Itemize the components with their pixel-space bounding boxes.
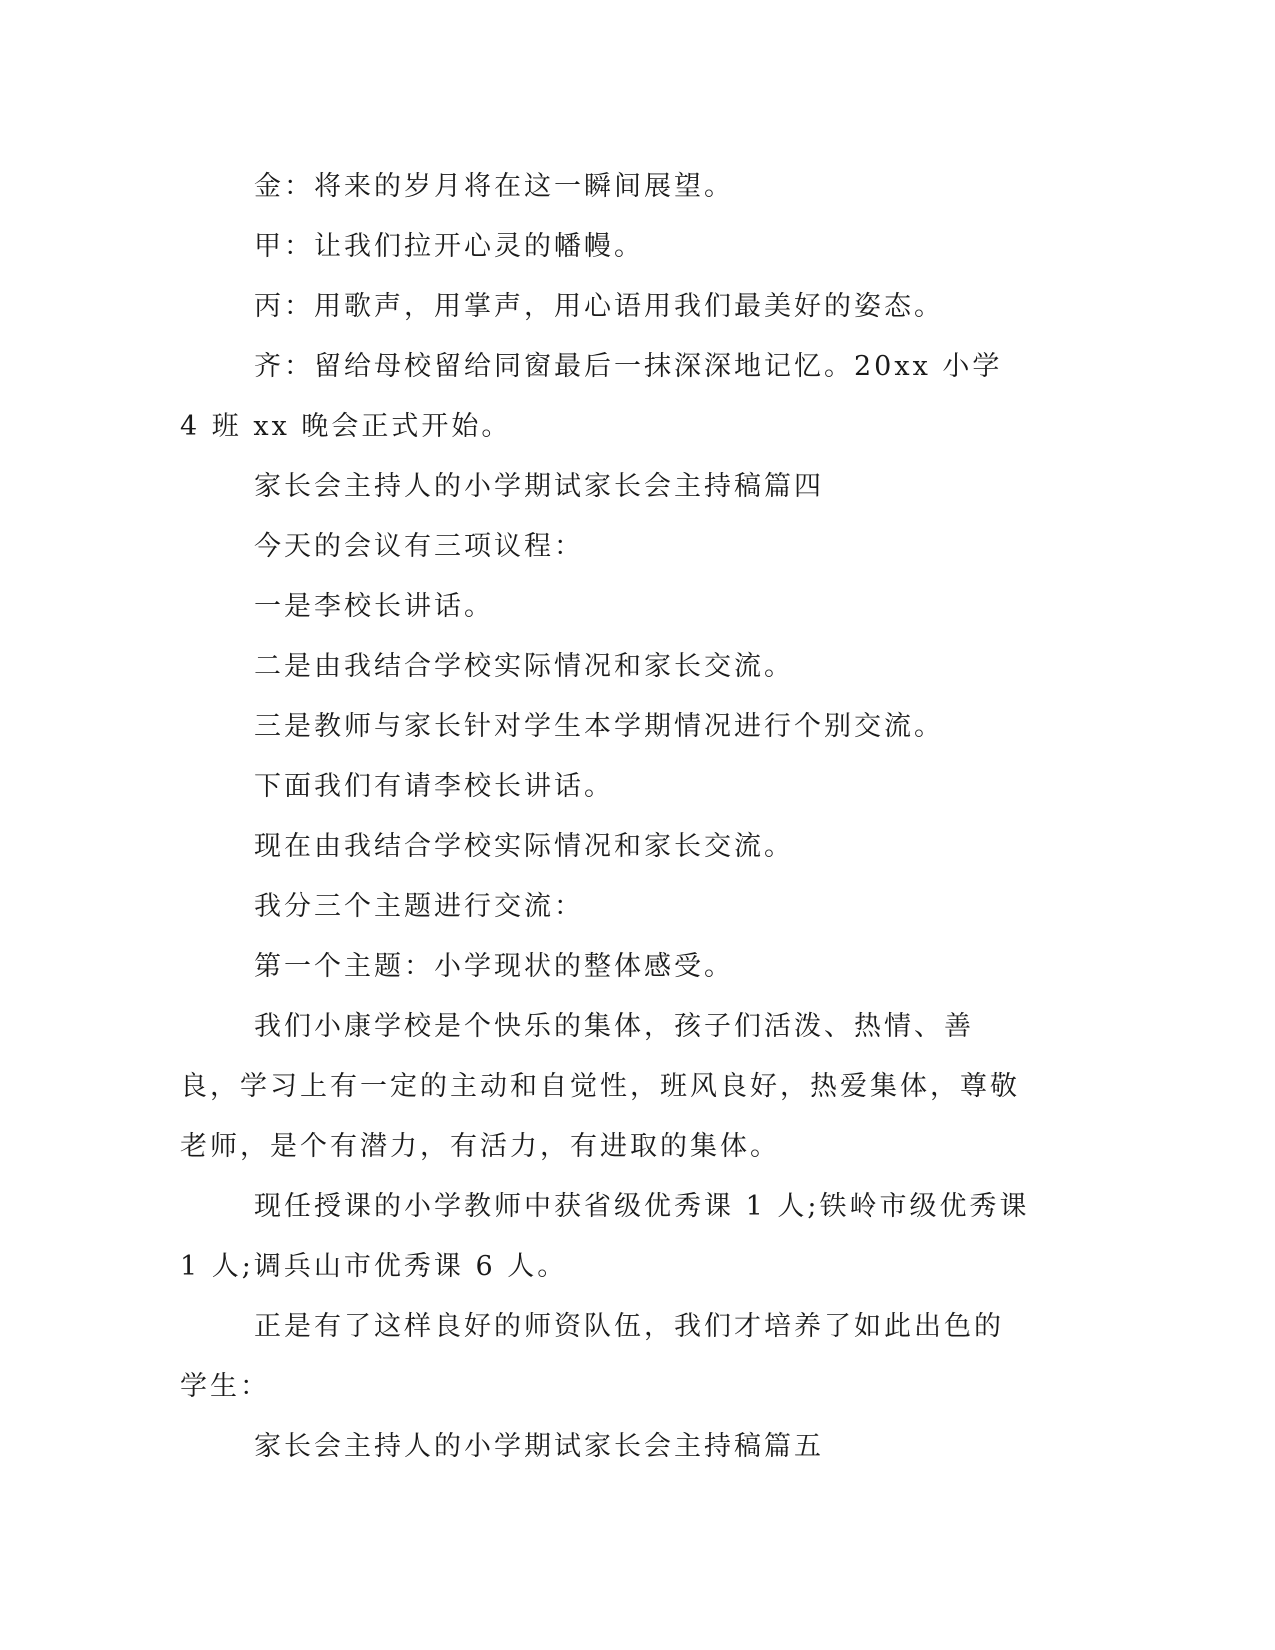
paragraph: 下面我们有请李校长讲话。 [254, 771, 614, 802]
paragraph: 我们小康学校是个快乐的集体，孩子们活泼、热情、善良，学习上有一定的主动和自觉性，班风良好，热爱集体，尊敬老师，是个有潜力，有活力，有进取的集体。 [180, 1011, 1020, 1162]
paragraph: 金：将来的岁月将在这一瞬间展望。 [254, 171, 734, 202]
document-body [180, 157, 1030, 1477]
section-heading: 家长会主持人的小学期试家长会主持稿篇四 [254, 471, 824, 502]
paragraph: 现任授课的小学教师中获省级优秀课 1 人;铁岭市级优秀课 1 人;调兵山市优秀课 6 人。 [180, 1191, 1030, 1282]
paragraph: 一是李校长讲话。 [254, 591, 494, 622]
paragraph: 正是有了这样良好的师资队伍，我们才培养了如此出色的学生： [180, 1311, 1004, 1402]
paragraph: 丙：用歌声，用掌声，用心语用我们最美好的姿态。 [254, 291, 944, 322]
paragraph: 齐：留给母校留给同窗最后一抹深深地记忆。20xx 小学 4 班 xx 晚会正式开始。 [180, 351, 1003, 442]
paragraph: 甲：让我们拉开心灵的幡幔。 [254, 231, 644, 262]
paragraph: 二是由我结合学校实际情况和家长交流。 [254, 651, 794, 682]
paragraph: 第一个主题：小学现状的整体感受。 [254, 951, 734, 982]
paragraph: 三是教师与家长针对学生本学期情况进行个别交流。 [254, 711, 944, 742]
section-heading: 家长会主持人的小学期试家长会主持稿篇五 [254, 1431, 824, 1462]
paragraph: 我分三个主题进行交流： [254, 891, 584, 922]
paragraph: 今天的会议有三项议程： [254, 531, 584, 562]
paragraph: 现在由我结合学校实际情况和家长交流。 [254, 831, 794, 862]
